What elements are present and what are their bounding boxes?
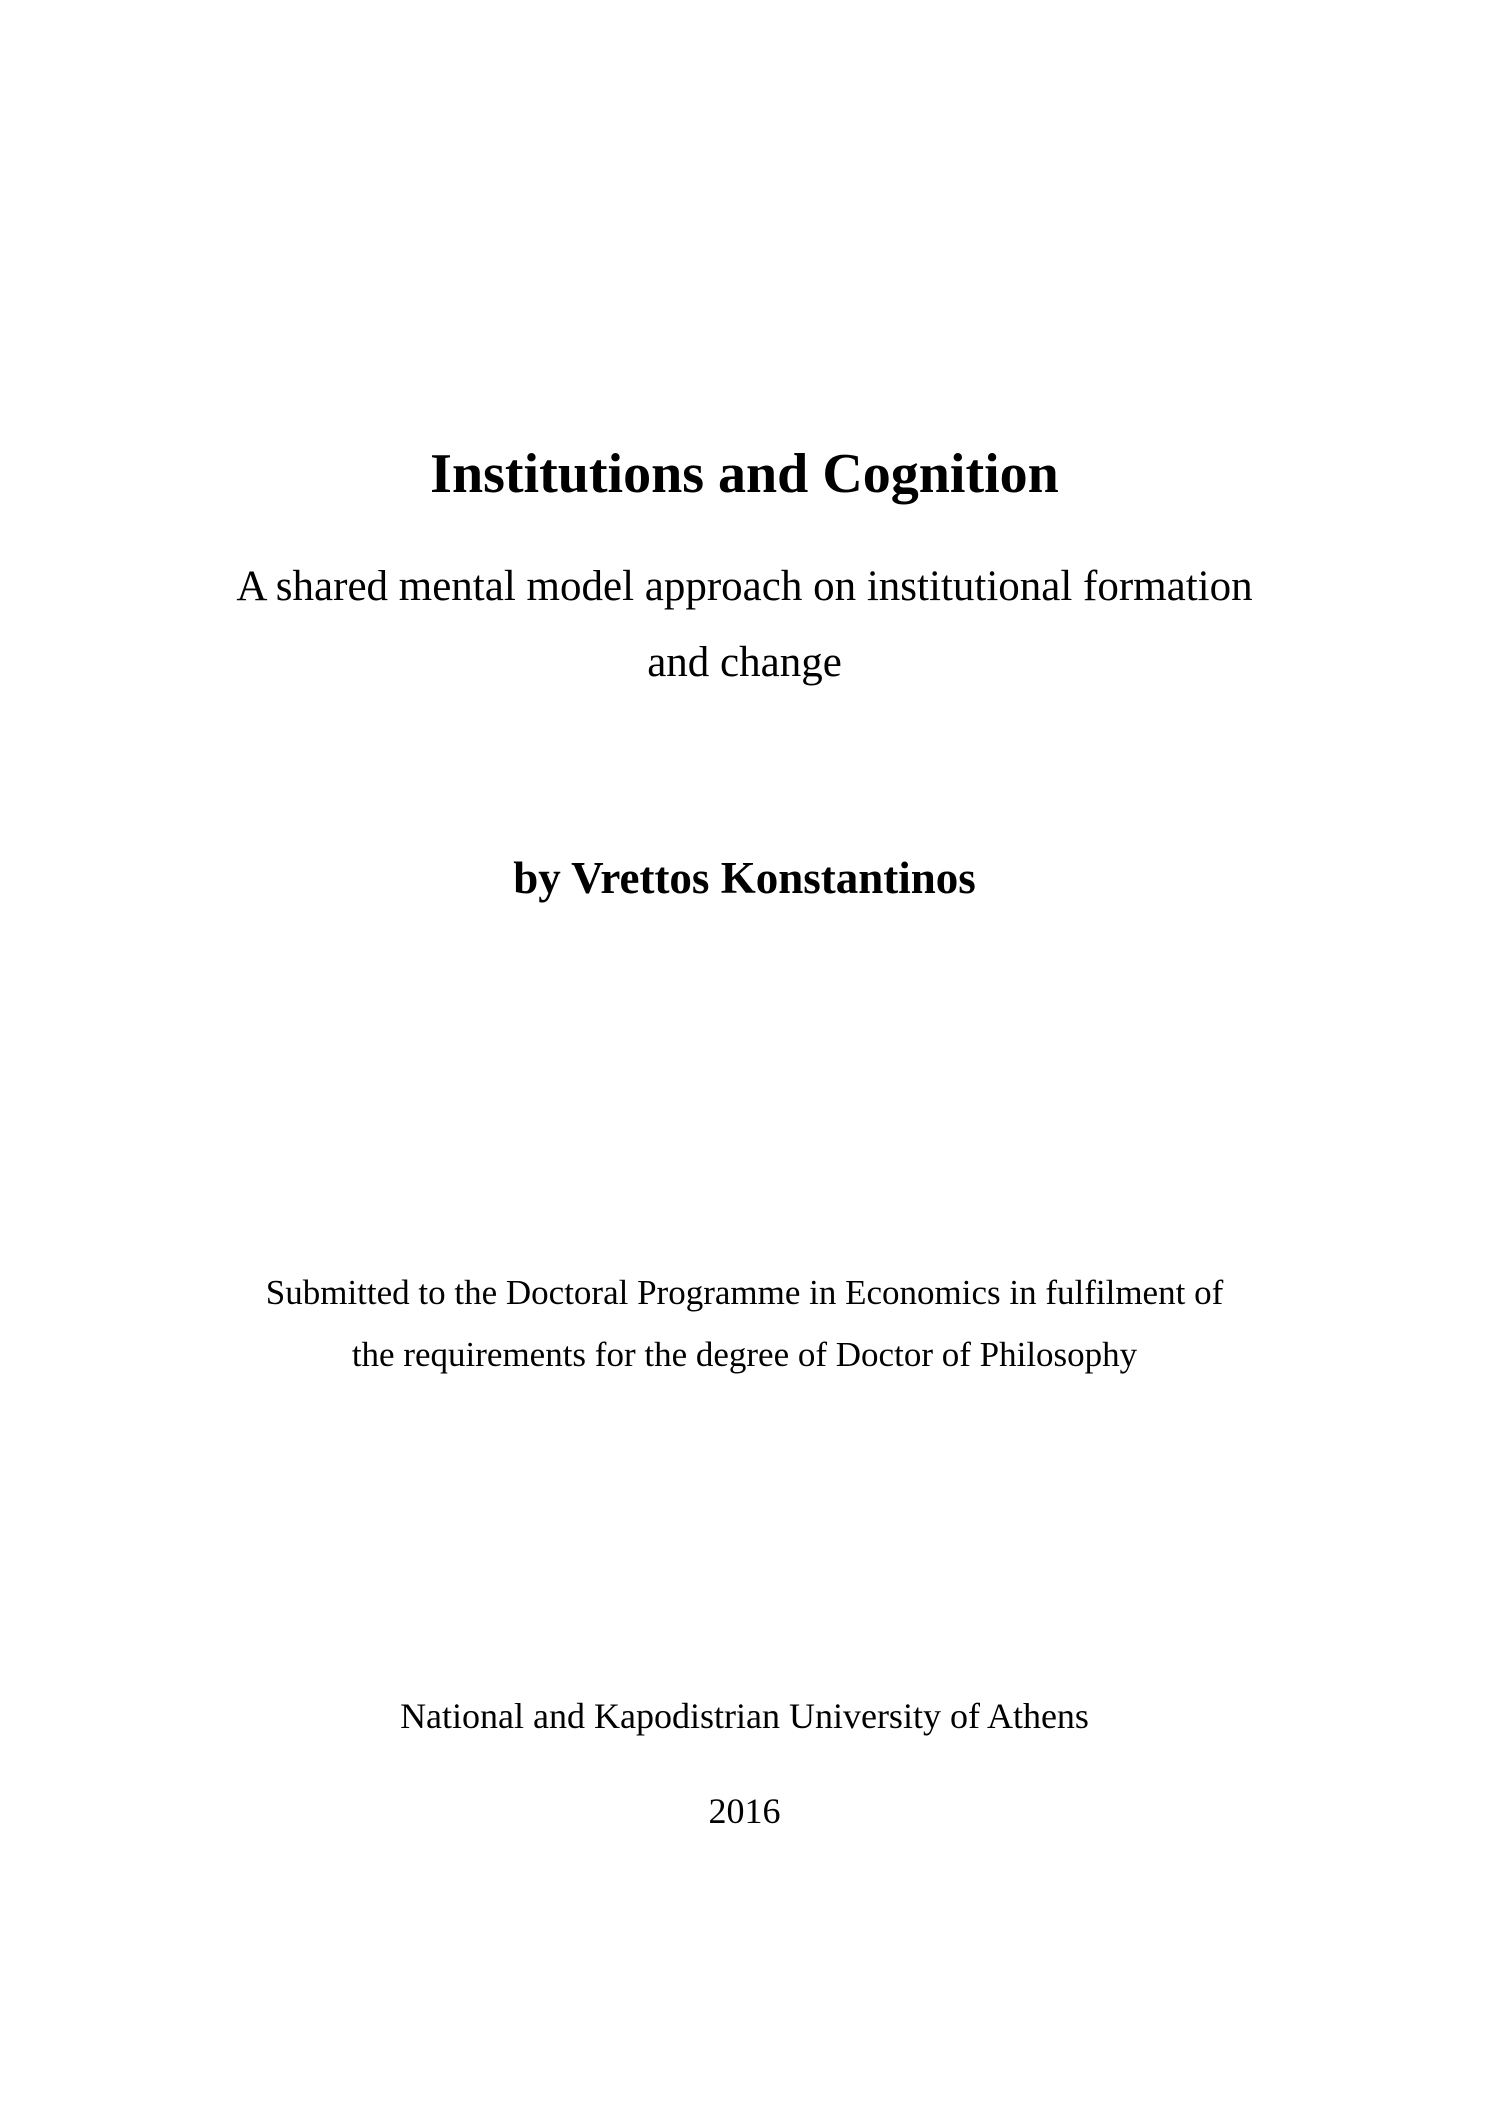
submission-year: 2016 xyxy=(708,1791,781,1831)
thesis-subtitle-line-2: and change xyxy=(647,639,842,686)
thesis-subtitle-line-1: A shared mental model approach on institutional formation xyxy=(236,563,1253,610)
thesis-title: Institutions and Cognition xyxy=(430,443,1059,505)
submission-statement-line-2: the requirements for the degree of Doctor of Philosophy xyxy=(351,1335,1138,1374)
university-name: National and Kapodistrian University of Athens xyxy=(400,1696,1089,1736)
author-name: by Vrettos Konstantinos xyxy=(513,853,976,903)
submission-statement-line-1: Submitted to the Doctoral Programme in Economics in fulfilment of xyxy=(265,1273,1224,1312)
